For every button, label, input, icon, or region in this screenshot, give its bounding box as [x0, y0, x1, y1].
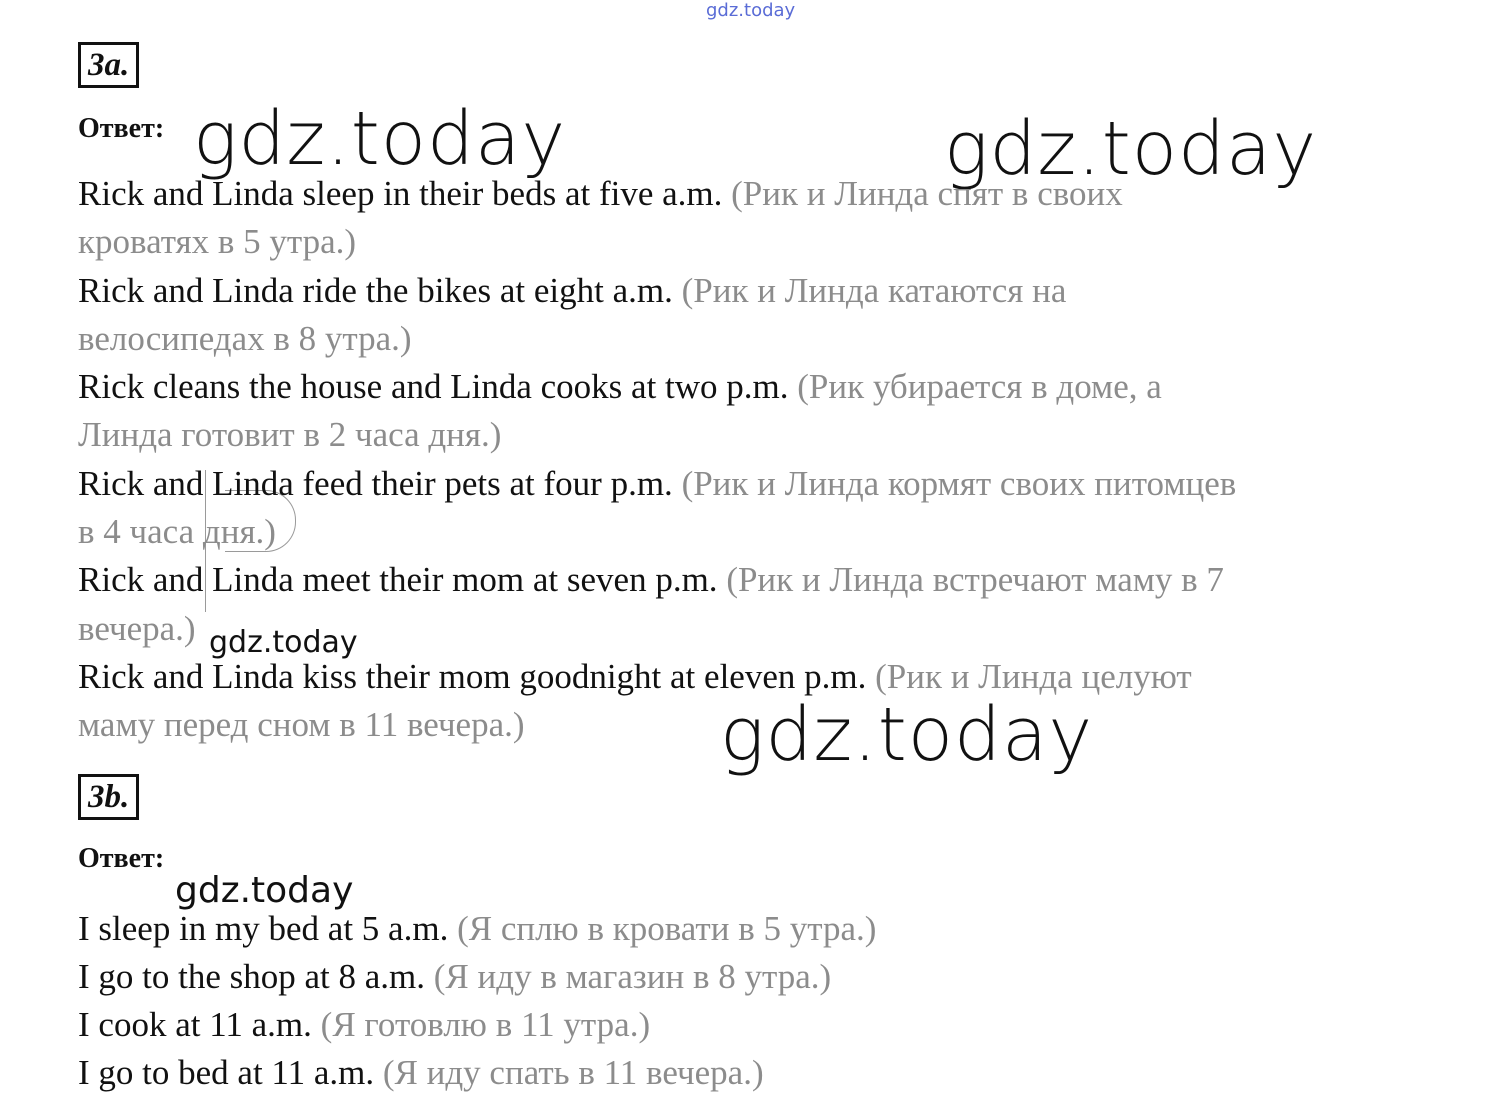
task-3a-answer-label: Ответ: — [78, 113, 165, 144]
russian-translation: Линда готовит в 2 часа дня.) — [78, 415, 502, 454]
task-3a-line-12 — [78, 701, 525, 749]
task-3b-line-2 — [78, 953, 831, 1001]
watermark-large-3: gdz.today — [720, 692, 1094, 778]
english-sentence: Rick cleans the house and Linda cooks at two p.m. — [78, 367, 789, 406]
russian-translation: велосипедах в 8 утра.) — [78, 319, 412, 358]
english-sentence: Rick and Linda ride the bikes at eight a.m. — [78, 271, 673, 310]
russian-translation: (Я иду в магазин в 8 утра.) — [433, 957, 832, 996]
task-3a-line-4 — [78, 315, 412, 363]
watermark-small-1: gdz.today — [209, 625, 358, 660]
russian-translation: (Рик и Линда кормят своих питомцев — [681, 464, 1237, 503]
task-3a-line-7 — [78, 460, 1236, 508]
watermark-large-2: gdz.today — [944, 106, 1318, 192]
task-3a-line-11 — [78, 653, 1192, 701]
task-3a-line-8 — [78, 508, 276, 556]
watermark-large-1: gdz.today — [193, 96, 567, 182]
english-sentence: I cook at 11 a.m. — [78, 1005, 312, 1044]
task-3b-line-4 — [78, 1049, 764, 1097]
task-3b-line-3 — [78, 1001, 650, 1049]
watermark-top: gdz.today — [706, 0, 796, 21]
russian-translation: (Рик и Линда целуют — [875, 657, 1192, 696]
task-3a-label: 3a. — [78, 42, 139, 88]
russian-translation: (Рик и Линда встречают маму в 7 — [726, 560, 1224, 599]
russian-translation: в 4 часа дня.) — [78, 512, 276, 551]
task-3a-line-10 — [78, 605, 196, 653]
russian-translation: (Рик и Линда спят в своих — [731, 174, 1123, 213]
english-sentence: Rick and Linda feed their pets at four p.m. — [78, 464, 673, 503]
russian-translation: (Я иду спать в 11 вечера.) — [382, 1053, 764, 1092]
english-sentence: I go to bed at 11 a.m. — [78, 1053, 375, 1092]
task-3b-answer-label: Ответ: — [78, 843, 165, 874]
task-3b-line-1 — [78, 905, 876, 953]
english-sentence: Rick and Linda sleep in their beds at five a.m. — [78, 174, 723, 213]
english-sentence: I sleep in my bed at 5 a.m. — [78, 909, 449, 948]
english-sentence: Rick and Linda meet their mom at seven p.m. — [78, 560, 718, 599]
task-3a-line-1 — [78, 170, 1123, 218]
russian-translation: кроватях в 5 утра.) — [78, 222, 357, 261]
english-sentence: Rick and Linda kiss their mom goodnight at eleven p.m. — [78, 657, 867, 696]
task-3a-line-9 — [78, 556, 1224, 604]
task-3a-line-5 — [78, 363, 1162, 411]
russian-translation: вечера.) — [78, 609, 196, 648]
russian-translation: (Я сплю в кровати в 5 утра.) — [457, 909, 877, 948]
task-3b-label: 3b. — [78, 774, 139, 820]
english-sentence: I go to the shop at 8 a.m. — [78, 957, 426, 996]
russian-translation: маму перед сном в 11 вечера.) — [78, 705, 525, 744]
watermark-small-2: gdz.today — [175, 870, 354, 911]
task-3a-line-3 — [78, 267, 1066, 315]
russian-translation: (Рик и Линда катаются на — [681, 271, 1067, 310]
russian-translation: (Рик убирается в доме, а — [797, 367, 1162, 406]
russian-translation: (Я готовлю в 11 утра.) — [320, 1005, 651, 1044]
task-3a-line-6 — [78, 411, 501, 459]
task-3a-line-2 — [78, 218, 356, 266]
